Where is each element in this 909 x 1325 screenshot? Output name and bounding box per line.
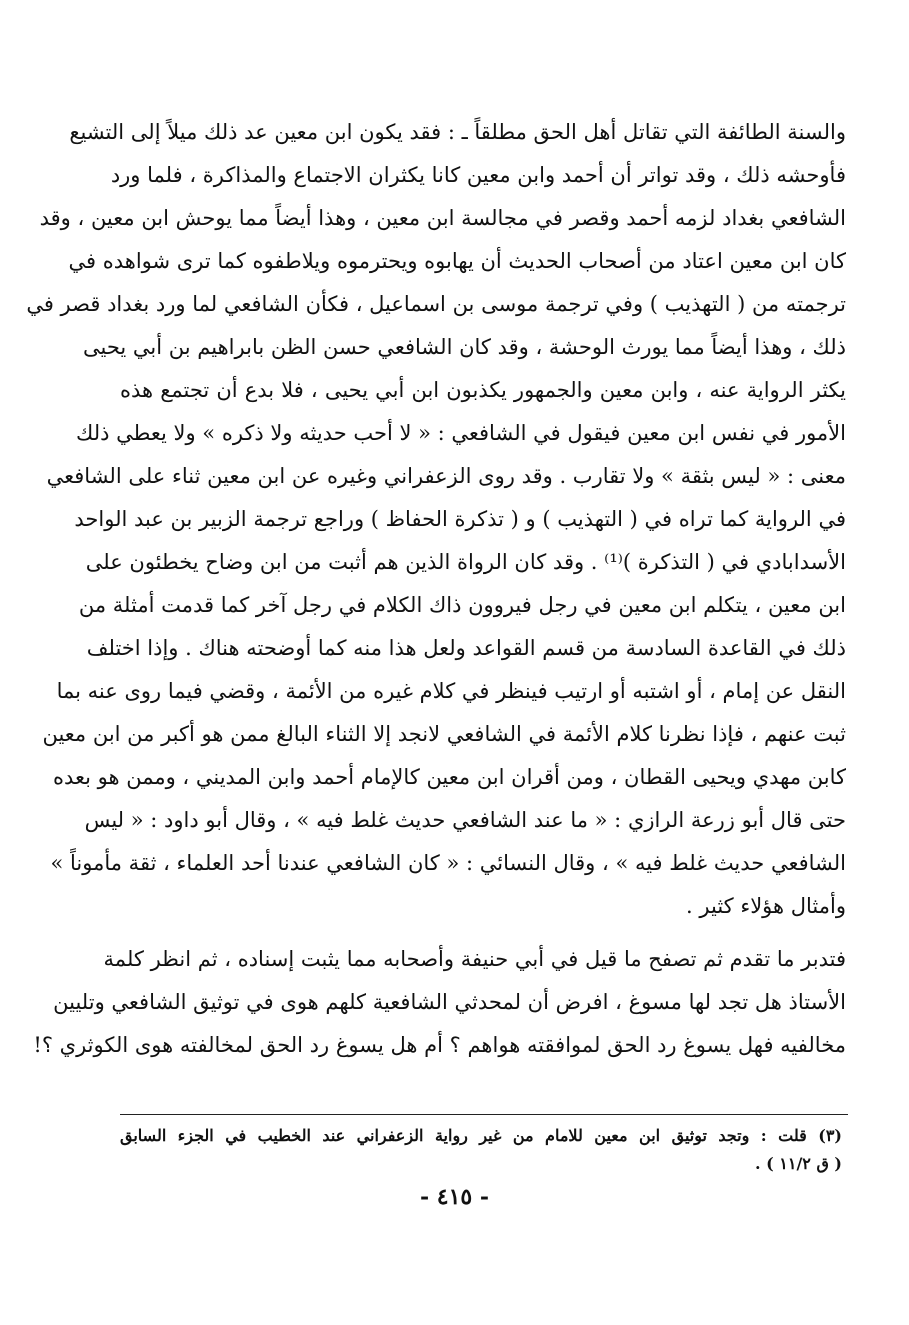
footnote-line: (٣) قلت : وتجد توثيق ابن معين للامام من غير رواية الزعفراني عند الخطيب في الجزء السابق [120,1126,842,1145]
text-line: يكثر الرواية عنه ، وابن معين والجمهور يكذبون ابن أبي يحيى ، فلا بدع أن تجتمع هذه [120,378,846,402]
text-line: النقل عن إمام ، أو اشتبه أو ارتيب فينظر في كلام غيره من الأئمة ، وقضي فيما روى عنه بما [56,679,846,703]
text-line: ترجمته من ( التهذيب ) وفي ترجمة موسى بن اسماعيل ، فكأن الشافعي لما ورد بغداد قصر في [26,292,846,316]
text-line: كابن مهدي ويحيى القطان ، ومن أقران ابن معين كالإمام أحمد وابن المديني ، وممن هو بعده [52,765,846,789]
text-line: مخالفيه فهل يسوغ رد الحق لموافقته هواهم ؟ أم هل يسوغ رد الحق لمخالفته هوى الكوثري ؟! [33,1033,846,1057]
text-line: كان ابن معين اعتاد من أصحاب الحديث أن يهابوه ويحترموه ويلاطفوه كما ترى شواهده في [68,249,846,273]
text-line: والسنة الطائفة التي تقاتل أهل الحق مطلقاً ـ : فقد يكون ابن معين عد ذلك ميلاً إلى التشيع [69,120,846,144]
text-line: معنى : « ليس بثقة » ولا تقارب . وقد روى الزعفراني وغيره عن ابن معين ثناء على الشافعي [46,464,846,488]
text-line: ذلك ، وهذا أيضاً مما يورث الوحشة ، وقد كان الشافعي حسن الظن بابراهيم بن أبي يحيى [83,335,846,359]
text-line: وأمثال هؤلاء كثير . [686,894,846,918]
text-line: الأسدابادي في ( التذكرة )⁽¹⁾ . وقد كان الرواة الذين هم أثبت من ابن وضاح يخطئون على [85,550,846,574]
footnote-divider [120,1114,848,1115]
text-line: حتى قال أبو زرعة الرازي : « ما عند الشافعي حديث غلط فيه » ، وقال أبو داود : « ليس [84,808,846,832]
text-line: في الرواية كما تراه في ( التهذيب ) و ( تذكرة الحفاظ ) وراجع ترجمة الزبير بن عبد الواحد [74,507,846,531]
text-line: ذلك في القاعدة السادسة من قسم القواعد ولعل هذا منه كما أوضحته هناك . وإذا اختلف [86,636,846,660]
text-line: ابن معين ، يتكلم ابن معين في رجل فيروون ذاك الكلام في رجل آخر كما قدمت أمثلة من [78,593,846,617]
text-line: الأستاذ هل تجد لها مسوغ ، افرض أن لمحدثي الشافعية كلهم هوى في توثيق الشافعي وتليين [53,990,846,1014]
text-line: الشافعي بغداد لزمه أحمد وقصر في مجالسة ابن معين ، وهذا أيضاً مما يوحش ابن معين ، وقد [39,206,846,230]
text-line: الشافعي حديث غلط فيه » ، وقال النسائي : « كان الشافعي عندنا أحد العلماء ، ثقة مأموناً » [50,851,846,875]
footnote-line: ( ق ١١/٢ ) . [754,1154,842,1173]
page-number: - ٤١٥ - [419,1184,490,1210]
text-line: الأمور في نفس ابن معين فيقول في الشافعي : « لا أحب حديثه ولا ذكره » ولا يعطي ذلك [76,421,846,445]
text-line: فأوحشه ذلك ، وقد تواتر أن أحمد وابن معين كانا يكثران الاجتماع والمذاكرة ، فلما ورد [110,163,846,187]
text-line: فتدبر ما تقدم ثم تصفح ما قيل في أبي حنيفة وأصحابه مما يثبت إسناده ، ثم انظر كلمة [103,947,846,971]
text-line: ثبت عنهم ، فإذا نظرنا كلام الأئمة في الشافعي لانجد إلا الثناء البالغ ممن هو أكبر من ابن معين [42,722,846,746]
